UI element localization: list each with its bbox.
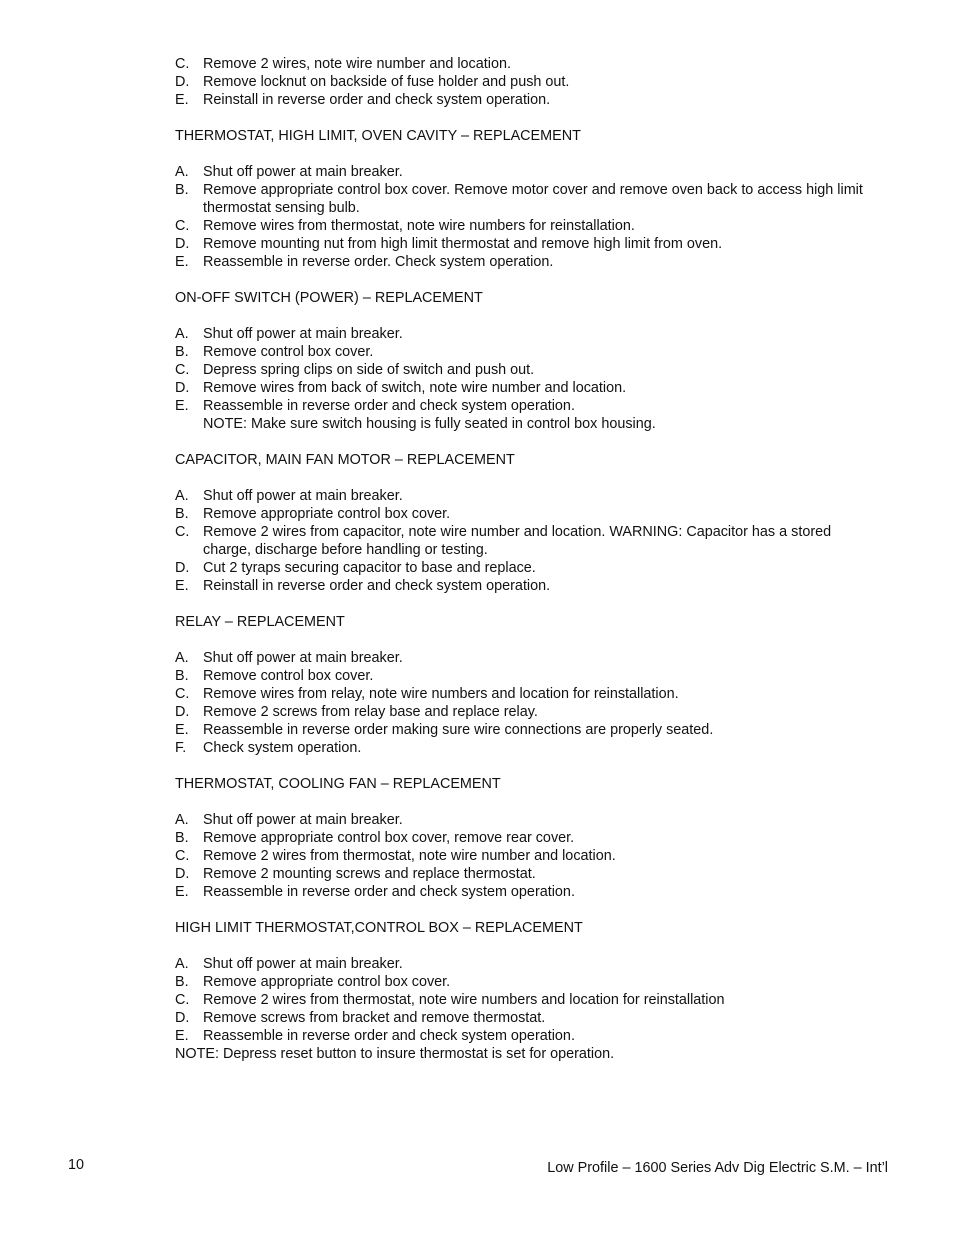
step-item xyxy=(175,721,875,739)
step-item xyxy=(175,397,875,415)
step-letter: C. xyxy=(175,848,190,864)
step-text: Remove screws from bracket and remove thermostat. xyxy=(203,1010,546,1026)
step-text: Remove appropriate control box cover. Remove motor cover and remove oven back to access high limit thermostat sensing bulb. xyxy=(203,182,863,216)
step-letter: D. xyxy=(175,380,190,396)
step-letter: A. xyxy=(175,488,189,504)
step-item xyxy=(175,685,875,703)
step-text: Remove control box cover. xyxy=(203,668,374,684)
step-text: Cut 2 tyraps securing capacitor to base and replace. xyxy=(203,560,536,576)
step-text: Remove appropriate control box cover. xyxy=(203,506,451,522)
step-item xyxy=(175,577,875,595)
step-item xyxy=(175,829,875,847)
step-letter: E. xyxy=(175,1028,189,1044)
step-item xyxy=(175,181,875,217)
step-letter: A. xyxy=(175,326,189,342)
step-text: Remove appropriate control box cover, remove rear cover. xyxy=(203,830,575,846)
step-item xyxy=(175,361,875,379)
step-item xyxy=(175,865,875,883)
step-letter: A. xyxy=(175,812,189,828)
step-text: Reassemble in reverse order. Check system operation. xyxy=(203,254,554,270)
step-text: Remove 2 wires from thermostat, note wire numbers and location for reinstallation xyxy=(203,992,725,1008)
step-item xyxy=(175,523,875,559)
section-heading: THERMOSTAT, COOLING FAN – REPLACEMENT xyxy=(175,776,501,792)
document-body xyxy=(175,55,875,1063)
step-text: Reassemble in reverse order making sure wire connections are properly seated. xyxy=(203,722,714,738)
step-text: Shut off power at main breaker. xyxy=(203,650,403,666)
step-item xyxy=(175,1009,875,1027)
step-letter: B. xyxy=(175,974,189,990)
section-heading: ON-OFF SWITCH (POWER) – REPLACEMENT xyxy=(175,290,483,306)
step-text: Shut off power at main breaker. xyxy=(203,488,403,504)
step-item xyxy=(175,973,875,991)
step-text: Shut off power at main breaker. xyxy=(203,956,403,972)
footer-title: Low Profile – 1600 Series Adv Dig Electric S.M. – Int’l xyxy=(547,1160,888,1176)
step-letter: B. xyxy=(175,830,189,846)
step-letter: D. xyxy=(175,560,190,576)
step-text: Remove 2 mounting screws and replace thermostat. xyxy=(203,866,536,882)
section-heading: RELAY – REPLACEMENT xyxy=(175,614,345,630)
section-heading: HIGH LIMIT THERMOSTAT,CONTROL BOX – REPLACEMENT xyxy=(175,920,583,936)
step-letter: E. xyxy=(175,884,189,900)
step-item xyxy=(175,811,875,829)
step-text: Remove appropriate control box cover. xyxy=(203,974,451,990)
step-letter: E. xyxy=(175,254,189,270)
step-item xyxy=(175,739,875,757)
step-letter: C. xyxy=(175,362,190,378)
step-text: Remove control box cover. xyxy=(203,344,374,360)
step-letter: E. xyxy=(175,398,189,414)
step-item xyxy=(175,955,875,973)
step-text: Reassemble in reverse order and check system operation. xyxy=(203,398,575,414)
step-item xyxy=(175,1027,875,1045)
step-letter: B. xyxy=(175,506,189,522)
step-item xyxy=(175,487,875,505)
step-letter: A. xyxy=(175,956,189,972)
step-item xyxy=(175,343,875,361)
step-letter: C. xyxy=(175,56,190,72)
step-item xyxy=(175,667,875,685)
step-item xyxy=(175,325,875,343)
step-letter: C. xyxy=(175,524,190,540)
step-letter: E. xyxy=(175,92,189,108)
step-text: Shut off power at main breaker. xyxy=(203,164,403,180)
step-item xyxy=(175,73,875,91)
section-capacitor xyxy=(175,451,875,595)
final-note: NOTE: Depress reset button to insure thermostat is set for operation. xyxy=(175,1046,615,1062)
step-item xyxy=(175,991,875,1009)
step-letter: F. xyxy=(175,740,187,756)
step-letter: D. xyxy=(175,704,190,720)
step-text: Remove wires from relay, note wire numbers and location for reinstallation. xyxy=(203,686,679,702)
step-item xyxy=(175,649,875,667)
step-item xyxy=(175,505,875,523)
step-text: Shut off power at main breaker. xyxy=(203,326,403,342)
step-item xyxy=(175,163,875,181)
intro-steps xyxy=(175,55,875,109)
step-letter: B. xyxy=(175,344,189,360)
section-on-off-switch xyxy=(175,289,875,433)
step-letter: A. xyxy=(175,650,189,666)
step-item xyxy=(175,253,875,271)
step-item xyxy=(175,883,875,901)
section-cooling-fan-thermostat xyxy=(175,775,875,901)
step-text: Remove 2 wires from capacitor, note wire number and location. WARNING: Capacitor has a stored charge, discharge before handling or testing. xyxy=(203,524,832,558)
step-letter: C. xyxy=(175,992,190,1008)
step-letter: D. xyxy=(175,236,190,252)
page-number: 10 xyxy=(68,1157,85,1173)
step-item xyxy=(175,847,875,865)
step-item xyxy=(175,217,875,235)
step-item xyxy=(175,379,875,397)
step-item xyxy=(175,91,875,109)
section-heading: CAPACITOR, MAIN FAN MOTOR – REPLACEMENT xyxy=(175,452,515,468)
step-text: Reassemble in reverse order and check system operation. xyxy=(203,884,575,900)
step-letter: A. xyxy=(175,164,189,180)
step-text: Remove 2 wires from thermostat, note wire number and location. xyxy=(203,848,616,864)
step-letter: B. xyxy=(175,182,189,198)
step-letter: C. xyxy=(175,218,190,234)
section-high-limit-control-box xyxy=(175,919,875,1063)
step-text: Reinstall in reverse order and check system operation. xyxy=(203,92,551,108)
step-text: Reinstall in reverse order and check system operation. xyxy=(203,578,551,594)
step-letter: B. xyxy=(175,668,189,684)
step-item xyxy=(175,235,875,253)
step-letter: D. xyxy=(175,866,190,882)
step-text: Check system operation. xyxy=(203,740,362,756)
section-high-limit-oven xyxy=(175,127,875,271)
step-letter: E. xyxy=(175,578,189,594)
step-letter: D. xyxy=(175,1010,190,1026)
step-item xyxy=(175,703,875,721)
step-text: Depress spring clips on side of switch and push out. xyxy=(203,362,535,378)
step-text: Reassemble in reverse order and check system operation. xyxy=(203,1028,575,1044)
step-text: Remove wires from thermostat, note wire numbers for reinstallation. xyxy=(203,218,635,234)
step-letter: E. xyxy=(175,722,189,738)
step-letter: C. xyxy=(175,686,190,702)
step-text: Remove mounting nut from high limit thermostat and remove high limit from oven. xyxy=(203,236,723,252)
section-note: NOTE: Make sure switch housing is fully seated in control box housing. xyxy=(203,416,656,432)
step-text: Remove wires from back of switch, note wire number and location. xyxy=(203,380,627,396)
step-letter: D. xyxy=(175,74,190,90)
step-item xyxy=(175,55,875,73)
section-relay xyxy=(175,613,875,757)
step-text: Shut off power at main breaker. xyxy=(203,812,403,828)
section-heading: THERMOSTAT, HIGH LIMIT, OVEN CAVITY – REPLACEMENT xyxy=(175,128,581,144)
step-text: Remove locknut on backside of fuse holder and push out. xyxy=(203,74,570,90)
step-item xyxy=(175,559,875,577)
step-text: Remove 2 wires, note wire number and location. xyxy=(203,56,511,72)
step-text: Remove 2 screws from relay base and replace relay. xyxy=(203,704,538,720)
